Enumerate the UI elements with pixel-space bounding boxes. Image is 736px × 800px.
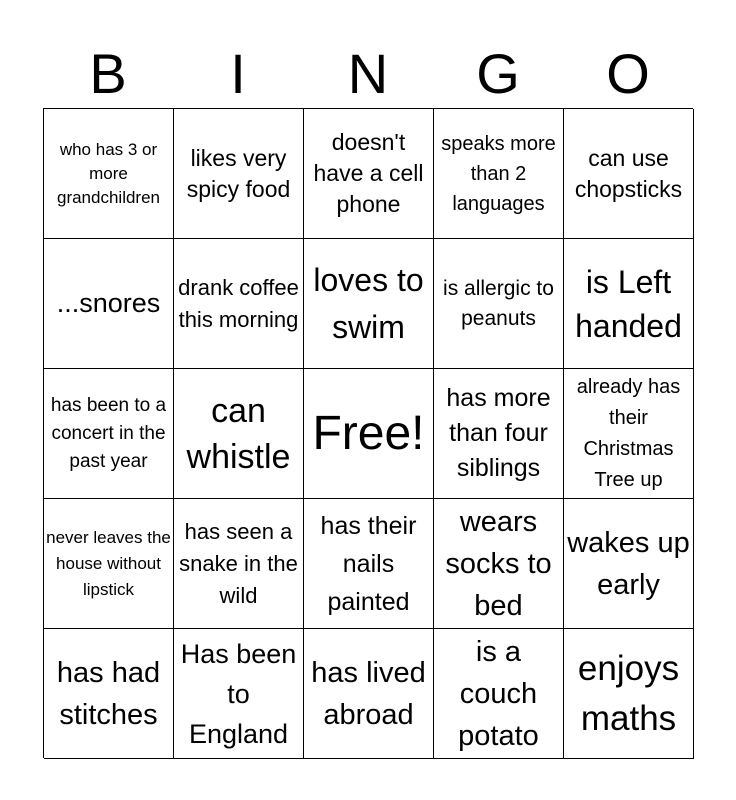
header-letter-b: B xyxy=(89,42,127,105)
bingo-cell[interactable]: drank coffee this morning xyxy=(174,239,304,369)
bingo-cell[interactable]: is Left handed xyxy=(564,239,694,369)
bingo-cell[interactable]: wakes up early xyxy=(564,499,694,629)
bingo-cell[interactable]: ...snores xyxy=(44,239,174,369)
bingo-cell[interactable]: has had stitches xyxy=(44,629,174,759)
bingo-cell[interactable]: enjoys maths xyxy=(564,629,694,759)
bingo-cell[interactable]: can whistle xyxy=(174,369,304,499)
bingo-cell[interactable]: has their nails painted xyxy=(304,499,434,629)
free-space[interactable]: Free! xyxy=(304,369,434,499)
header-letter-g: G xyxy=(476,42,520,105)
bingo-cell[interactable]: has been to a concert in the past year xyxy=(44,369,174,499)
header-letter-o: O xyxy=(606,42,650,105)
bingo-cell[interactable]: can use chopsticks xyxy=(564,109,694,239)
bingo-cell[interactable]: loves to swim xyxy=(304,239,434,369)
header-letter-i: I xyxy=(230,42,246,105)
bingo-cell[interactable]: doesn't have a cell phone xyxy=(304,109,434,239)
bingo-cell[interactable]: already has their Christmas Tree up xyxy=(564,369,694,499)
bingo-cell[interactable]: has more than four siblings xyxy=(434,369,564,499)
header-letter-n: N xyxy=(347,42,389,105)
bingo-cell[interactable]: likes very spicy food xyxy=(174,109,304,239)
bingo-cell[interactable]: who has 3 or more grandchildren xyxy=(44,109,174,239)
bingo-cell[interactable]: is allergic to peanuts xyxy=(434,239,564,369)
bingo-cell[interactable]: never leaves the house without lipstick xyxy=(44,499,174,629)
bingo-cell[interactable]: wears socks to bed xyxy=(434,499,564,629)
bingo-cell[interactable]: is a couch potato xyxy=(434,629,564,759)
bingo-header xyxy=(43,40,693,108)
bingo-cell[interactable]: Has been to England xyxy=(174,629,304,759)
bingo-cell[interactable]: speaks more than 2 languages xyxy=(434,109,564,239)
bingo-cell[interactable]: has lived abroad xyxy=(304,629,434,759)
bingo-cell[interactable]: has seen a snake in the wild xyxy=(174,499,304,629)
bingo-board xyxy=(43,108,693,758)
